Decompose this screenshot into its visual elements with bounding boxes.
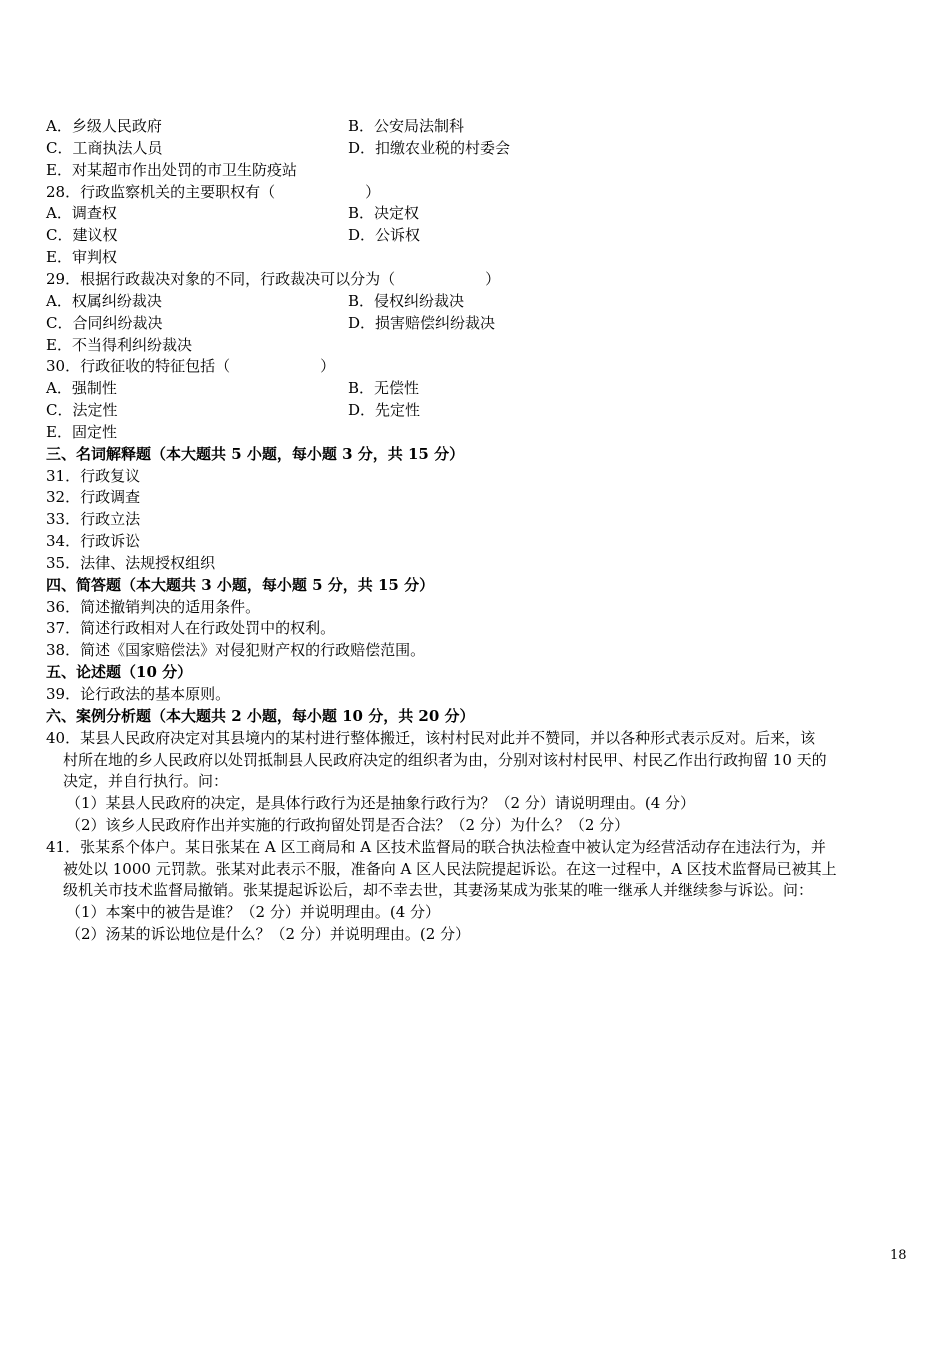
q40-line-1: 40．某县人民政府决定对其县境内的某村进行整体搬迁，该村村民对此并不赞同，并以各种形式表示反对。后来，该 (46, 729, 816, 747)
q28-option-b: B．决定权 (348, 204, 420, 222)
q29-option-d: D．损害赔偿纠纷裁决 (348, 314, 496, 332)
q38: 38．简述《国家赔偿法》对侵犯财产权的行政赔偿范围。 (46, 641, 426, 659)
q41-sub-1: （1）本案中的被告是谁？（2 分）并说明理由。(4 分） (66, 903, 441, 921)
q27-option-a: A．乡级人民政府 (46, 117, 162, 135)
section6-heading: 六、案例分析题（本大题共 2 小题，每小题 10 分，共 20 分） (46, 707, 475, 725)
q33: 33．行政立法 (46, 510, 141, 528)
q34: 34．行政诉讼 (46, 532, 141, 550)
q30-option-e: E．固定性 (46, 423, 117, 441)
q40-line-3: 决定，并自行执行。问： (63, 772, 229, 790)
q29-stem: 29．根据行政裁决对象的不同，行政裁决可以分为（ ） (46, 270, 501, 288)
q37: 37．简述行政相对人在行政处罚中的权利。 (46, 619, 336, 637)
q41-sub-2: （2）汤某的诉讼地位是什么？（2 分）并说明理由。(2 分） (66, 925, 471, 943)
q27-option-d: D．扣缴农业税的村委会 (348, 139, 511, 157)
q28-option-c: C．建议权 (46, 226, 118, 244)
q28-option-a: A．调查权 (46, 204, 117, 222)
section5-heading: 五、论述题（10 分） (46, 663, 193, 681)
q35: 35．法律、法规授权组织 (46, 554, 216, 572)
q40-sub-1: （1）某县人民政府的决定，是具体行政行为还是抽象行政行为？（2 分）请说明理由。(4 分） (66, 794, 696, 812)
q40-sub-2: （2）该乡人民政府作出并实施的行政拘留处罚是否合法？（2 分）为什么？（2 分） (66, 816, 630, 834)
q27-option-e: E．对某超市作出处罚的市卫生防疫站 (46, 161, 297, 179)
q39: 39．论行政法的基本原则。 (46, 685, 231, 703)
q27-option-c: C．工商执法人员 (46, 139, 163, 157)
q32: 32．行政调查 (46, 488, 141, 506)
q29-option-a: A．权属纠纷裁决 (46, 292, 162, 310)
q41-line-1: 41．张某系个体户。某日张某在 A 区工商局和 A 区技术监督局的联合执法检查中被认定为经营活动存在违法行为，并 (46, 838, 826, 856)
q29-option-e: E．不当得利纠纷裁决 (46, 336, 192, 354)
q29-option-b: B．侵权纠纷裁决 (348, 292, 465, 310)
q41-line-3: 级机关市技术监督局撤销。张某提起诉讼后，却不幸去世，其妻汤某成为张某的唯一继承人并继续参与诉讼。问： (63, 881, 814, 899)
q30-option-a: A．强制性 (46, 379, 117, 397)
q28-option-d: D．公诉权 (348, 226, 421, 244)
q30-option-d: D．先定性 (348, 401, 421, 419)
q40-line-2: 村所在地的乡人民政府以处罚抵制县人民政府决定的组织者为由，分别对该村村民甲、村民乙作出行政拘留 10 天的 (63, 751, 827, 769)
q30-option-c: C．法定性 (46, 401, 118, 419)
section4-heading: 四、简答题（本大题共 3 小题，每小题 5 分，共 15 分） (46, 576, 435, 594)
q31: 31．行政复议 (46, 467, 141, 485)
q36: 36．简述撤销判决的适用条件。 (46, 598, 261, 616)
q41-line-2: 被处以 1000 元罚款。张某对此表示不服，准备向 A 区人民法院提起诉讼。在这一过程中，A 区技术监督局已被其上 (63, 860, 837, 878)
q28-stem: 28．行政监察机关的主要职权有（ ） (46, 183, 381, 201)
section3-heading: 三、名词解释题（本大题共 5 小题，每小题 3 分，共 15 分） (46, 445, 465, 463)
q29-option-c: C．合同纠纷裁决 (46, 314, 163, 332)
q30-stem: 30．行政征收的特征包括（ ） (46, 357, 336, 375)
q28-option-e: E．审判权 (46, 248, 117, 266)
page-number: 18 (890, 1248, 907, 1263)
q30-option-b: B．无偿性 (348, 379, 420, 397)
q27-option-b: B．公安局法制科 (348, 117, 465, 135)
